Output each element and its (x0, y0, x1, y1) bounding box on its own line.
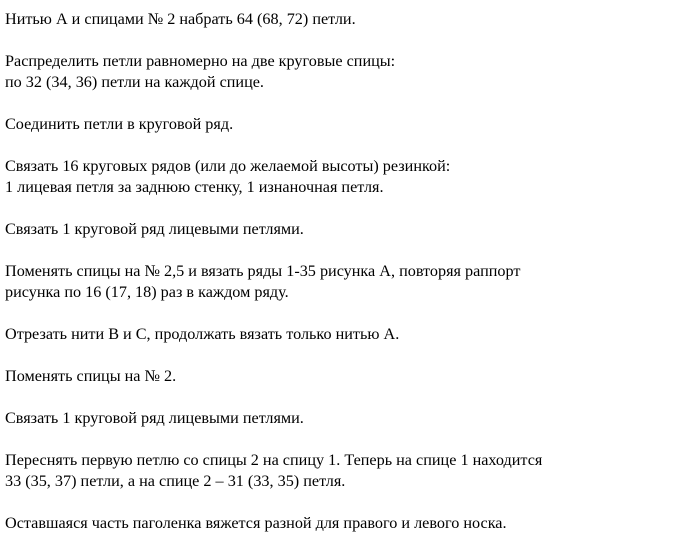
instruction-line: 33 (35, 37) петли, а на спице 2 – 31 (33, 35) петля. (5, 472, 346, 490)
knitting-instructions (5, 0, 695, 534)
instruction-line: Связать 1 круговой ряд лицевыми петлями. (5, 409, 304, 427)
instruction-line: Нитью А и спицами № 2 набрать 64 (68, 72) петли. (5, 10, 356, 28)
instruction-line: 1 лицевая петля за заднюю стенку, 1 изнаночная петля. (5, 178, 384, 196)
instruction-line: Поменять спицы на № 2,5 и вязать ряды 1-35 рисунка А, повторяя раппорт (5, 262, 521, 280)
instruction-line: по 32 (34, 36) петли на каждой спице. (5, 73, 264, 91)
instruction-line: рисунка по 16 (17, 18) раз в каждом ряду. (5, 283, 289, 301)
instruction-line: Распределить петли равномерно на две круговые спицы: (5, 52, 396, 70)
instruction-line: Отрезать нити В и С, продолжать вязать только нитью А. (5, 325, 400, 343)
instruction-line: Связать 16 круговых рядов (или до желаемой высоты) резинкой: (5, 157, 451, 175)
instruction-line: Оставшаяся часть паголенка вяжется разной для правого и левого носка. (5, 514, 507, 532)
instruction-line: Поменять спицы на № 2. (5, 367, 177, 385)
instruction-line: Соединить петли в круговой ряд. (5, 115, 234, 133)
instruction-line: Связать 1 круговой ряд лицевыми петлями. (5, 220, 304, 238)
instruction-line: Переснять первую петлю со спицы 2 на спицу 1. Теперь на спице 1 находится (5, 451, 543, 469)
